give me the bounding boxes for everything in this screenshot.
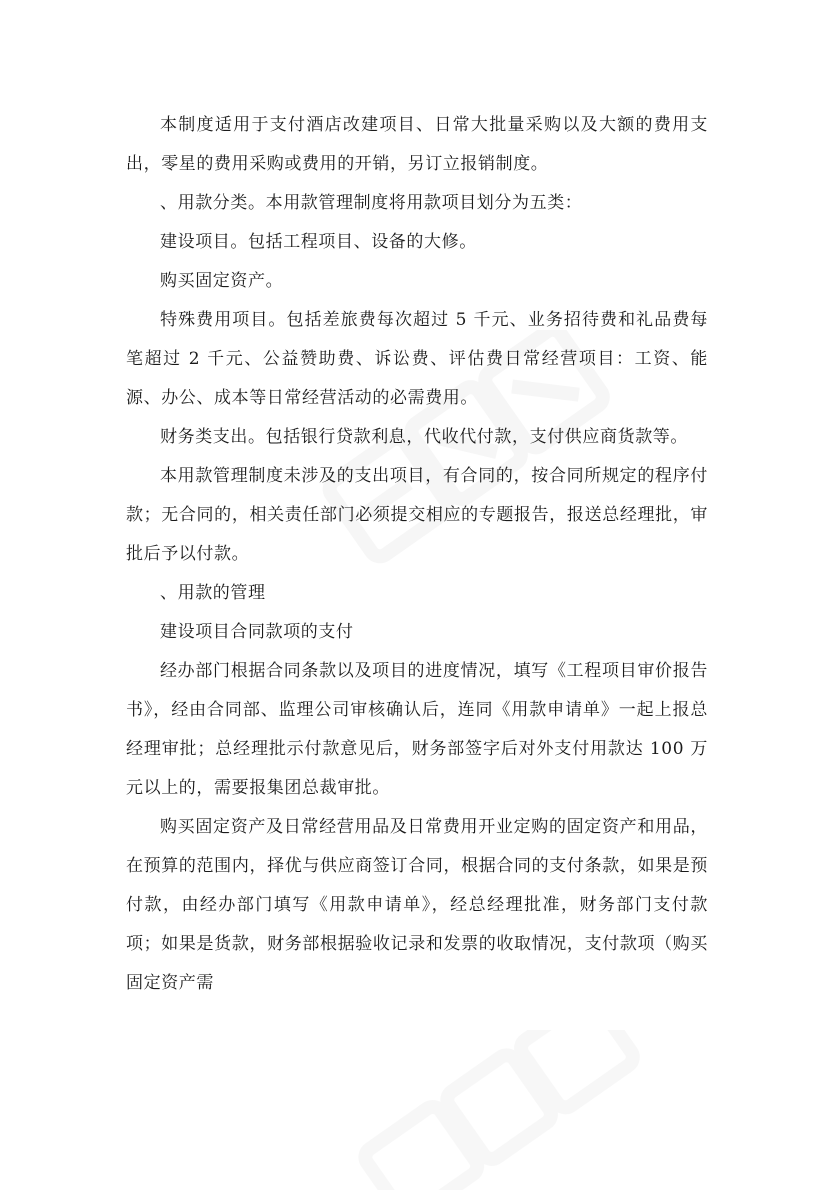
watermark-logo-icon-lower <box>330 1030 660 1190</box>
paragraph-fixed-assets: 购买固定资产。 <box>160 271 284 291</box>
paragraph-construction-procedure: 经办部门根据合同条款以及项目的进度情况，填写《工程项目审价报告书》，经由合同部、监理公司审核确认后，连同《用款申请单》一起上报总经理审批；总经理批示付款意见后，财务部签字后对外支付用款达 100 万元以上的，需要报集团总裁审批。 <box>126 661 708 798</box>
section-heading-management: 、用款的管理 <box>160 583 266 603</box>
paragraph-purchase-procedure: 购买固定资产及日常经营用品及日常费用开业定购的固定资产和用品，在预算的范围内，择优与供应商签订合同，根据合同的支付条款，如果是预付款，由经办部门填写《用款申请单》，经总经理批准，财务部门支付款项；如果是货款，财务部根据验收记录和发票的收取情况，支付款项（购买固定资产需 <box>126 817 708 993</box>
paragraph-construction: 建设项目。包括工程项目、设备的大修。 <box>160 232 477 252</box>
paragraph-financial-expenses: 财务类支出。包括银行贷款利息，代收代付款，支付供应商货款等。 <box>160 427 688 447</box>
subheading-construction-payment: 建设项目合同款项的支付 <box>160 622 354 642</box>
paragraph-classification: 、用款分类。本用款管理制度将用款项目划分为五类： <box>160 193 583 213</box>
paragraph-scope: 本制度适用于支付酒店改建项目、日常大批量采购以及大额的费用支出，零星的费用采购或费用的开销，另订立报销制度。 <box>126 115 708 174</box>
paragraph-special-expenses: 特殊费用项目。包括差旅费每次超过 5 千元、业务招待费和礼品费每笔超过 2 千元、公益赞助费、诉讼费、评估费日常经营项目：工资、能源、办公、成本等日常经营活动的必需费用。 <box>126 310 708 408</box>
document-body <box>126 106 708 1003</box>
paragraph-other-expenses: 本用款管理制度未涉及的支出项目，有合同的，按合同所规定的程序付款；无合同的，相关责任部门必须提交相应的专题报告，报送总经理批，审批后予以付款。 <box>126 466 708 564</box>
